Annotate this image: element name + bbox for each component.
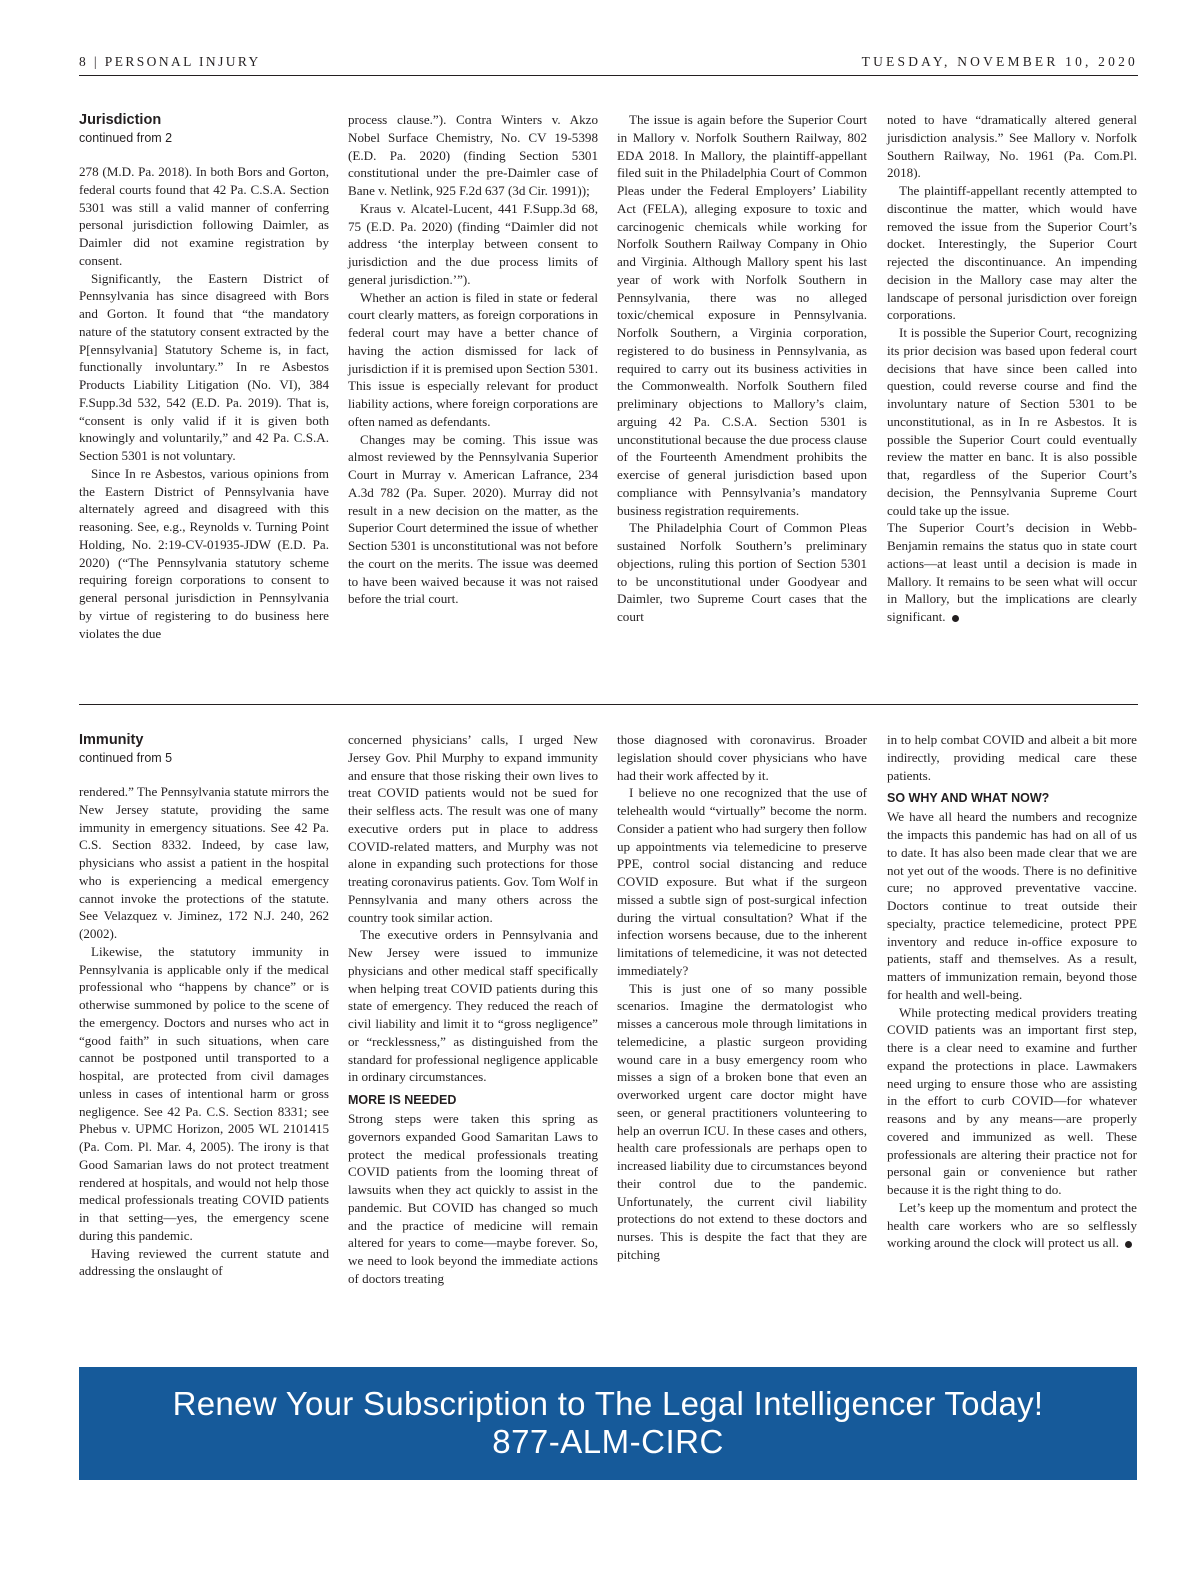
immunity-column-1 xyxy=(79,731,329,1351)
subhead-so-why-and-what-now: SO WHY AND WHAT NOW? xyxy=(887,791,1050,806)
paragraph: The executive orders in Pennsylvania and New Jersey were issued to immunize physicians and other medical staff specifically when helping treat COVID patients during this state of emergency. They reduced the reach of civil liability and limit it to “gross negligence” or “recklessness,” as distinguished from the standard for professional negligence applicable in ordinary circumstances. xyxy=(348,927,598,1085)
end-of-article-icon xyxy=(952,615,959,622)
immunity-kicker: Immunity xyxy=(79,732,144,748)
jurisdiction-continued: continued from 2 xyxy=(79,131,173,145)
page-section-label: 8 | PERSONAL INJURY xyxy=(79,54,261,69)
jurisdiction-column-4 xyxy=(887,111,1137,691)
paragraph: process clause.”). Contra Winters v. Akzo Nobel Surface Chemistry, No. CV 19-5398 (E.D. Pa. 2020) (finding Section 5301 constitutional under the pre-Daimler case of Bane v. Netlink, 925 F.2d 637 (3d Cir. 1991)); xyxy=(348,112,598,198)
paragraph: Significantly, the Eastern District of Pennsylvania has since disagreed with Bors and Gorton. It found that “the mandatory nature of the statutory consent extracted by the P[ennsylvania] Statutory Scheme is, in fact, functionally involuntary.” In re Asbestos Products Liability Litigation (No. VI), 384 F.Supp.3d 532, 542 (E.D. Pa. 2019). That is, “consent is only valid if it is given both knowingly and voluntarily,” and 42 Pa. C.S.A. Section 5301 is not voluntary. xyxy=(79,270,329,463)
paragraph: While protecting medical providers treating COVID patients was an important first step, there is a clear need to examine and further expand the protections in place. Lawmakers need urging to ensure those who are assisting in the effort to curb COVID—for whatever reasons and by any means—are properly covered and immunized as well. These professionals are altering their practice not for personal gain or convenience but rather because it is the right thing to do. xyxy=(887,1004,1137,1197)
paragraph: Let’s keep up the momentum and protect the health care workers who are so selflessly working around the clock will protect us all. xyxy=(887,1199,1137,1251)
paragraph: Kraus v. Alcatel-Lucent, 441 F.Supp.3d 68, 75 (E.D. Pa. 2020) (finding “Daimler did not address ‘the interplay between consent to jurisdiction and the due process limits of general jurisdiction.’”). xyxy=(348,200,598,287)
immunity-continued: continued from 5 xyxy=(79,751,173,765)
paragraph: The issue is again before the Superior Court in Mallory v. Norfolk Southern Railway, 802 EDA 2018. In Mallory, the plaintiff-appellant filed suit in the Philadelphia Court of Common Pleas under the Federal Employers’ Liability Act (FELA), alleging exposure to toxic and carcinogenic chemicals while working for Norfolk Southern Railway Company in Ohio and Virginia. Although Mallory spent his last year of work with Norfolk Southern in Pennsylvania, there was no alleged toxic/chemical exposure in Pennsylvania. Norfolk Southern, a Virginia corporation, registered to do business in Pennsylvania, as required to carry out its business activities in the Commonwealth. Norfolk Southern filed preliminary objections to Mallory’s claim, arguing 42 Pa. C.S.A. Section 5301 is unconstitutional because the due process clause of the Fourteenth Amendment prohibits the exercise of general jurisdiction based upon compliance with Pennsylvania’s mandatory business registration requirements. xyxy=(617,112,867,518)
paragraph: The plaintiff-appellant recently attempted to discontinue the matter, which would have removed the issue from the Superior Court’s docket. Interestingly, the Superior Court rejected the discontinuance. An impending decision in the Mallory case may alter the landscape of personal jurisdiction over foreign corporations. xyxy=(887,183,1137,323)
immunity-column-4 xyxy=(887,731,1137,1351)
jurisdiction-kicker: Jurisdiction xyxy=(79,112,162,128)
paragraph: Strong steps were taken this spring as governors expanded Good Samaritan Laws to protect the medical professionals treating COVID patients from the looming threat of lawsuits when they act quickly to assist in the pandemic. But COVID has changed so much and the practice of medicine will remain altered for years to come—maybe forever. So, we need to look beyond the immediate actions of doctors treating xyxy=(348,1111,598,1286)
paragraph: concerned physicians’ calls, I urged New Jersey Gov. Phil Murphy to expand immunity and ensure that those risking their own lives to treat COVID patients would not be sued for their selfless acts. The result was one of many executive orders put in place to address COVID-related matters, and Murphy was not alone in expanding such protections for those treating coronavirus patients. Gov. Tom Wolf in Pennsylvania and many others across the country took similar action. xyxy=(348,732,598,925)
paragraph: Having reviewed the current statute and addressing the onslaught of xyxy=(79,1245,329,1279)
paragraph: This is just one of so many possible scenarios. Imagine the dermatologist who misses a cancerous mole through limitations in telemedicine, a plastic surgeon providing wound care in a busy emergency room who misses a sign of a broken bone that even an overworked urgent care doctor might have seen, or general practitioners volunteering to help an overrun ICU. In these cases and others, health care professionals are perhaps open to increased liability due to circumstances beyond their control due to the pandemic. Unfortunately, the current civil liability protections do not extend to these doctors and nurses. This is despite the fact that they are pitching xyxy=(617,980,867,1262)
paragraph: Changes may be coming. This issue was almost reviewed by the Pennsylvania Superior Court in Murray v. American Lafrance, 234 A.3d 782 (Pa. Super. 2020). Murray did not result in a new decision on the matter, as the Superior Court determined the issue of whether Section 5301 is unconstitutional was not before the court on the merits. The issue was deemed to have been waived because it was not raised before the trial court. xyxy=(348,431,598,607)
subhead-more-is-needed: MORE IS NEEDED xyxy=(348,1093,457,1107)
paragraph: It is possible the Superior Court, recognizing its prior decision was based upon federal court decisions that have since been called into question, could reverse course and find the involuntary nature of Section 5301 to be unconstitutional, as in In re Asbestos. It is possible the Superior Court could eventually review the matter en banc. It is also possible that, regardless of the Superior Court’s decision, the Pennsylvania Supreme Court could take up the issue. xyxy=(887,325,1137,518)
jurisdiction-column-2 xyxy=(348,111,598,691)
paragraph: rendered.” The Pennsylvania statute mirrors the New Jersey statute, providing the same immunity in emergency situations. See 42 Pa. C.S. Section 8332. Indeed, by case law, physicians who assist a patient in the hospital who is experiencing a medical emergency cannot invoke the protections of the statute. See Velazquez v. Jiminez, 172 N.J. 240, 262 (2002). xyxy=(79,784,329,941)
banner-headline: Renew Your Subscription to The Legal Intelligencer Today! xyxy=(172,1385,1044,1422)
subscription-banner[interactable] xyxy=(79,1367,1137,1480)
paragraph: Since In re Asbestos, various opinions from the Eastern District of Pennsylvania have alternately agreed and disagreed with this reasoning. See, e.g., Reynolds v. Turning Point Holding, No. 2:19-CV-01935-JDW (E.D. Pa. 2020) (“The Pennsylvania statutory scheme requiring foreign corporations to consent to general personal jurisdiction in Pennsylvania by virtue of registering to do business here violates the due xyxy=(79,465,329,641)
immunity-column-3 xyxy=(617,731,867,1351)
paragraph: those diagnosed with coronavirus. Broader legislation should cover physicians who have had their work affected by it. xyxy=(617,732,867,783)
paragraph: The Superior Court’s decision in Webb-Benjamin remains the status quo in state court actions—at least until a decision is made in Mallory. It remains to be seen what will occur in Mallory, but the implications are clearly significant. xyxy=(887,520,1137,624)
paragraph: I believe no one recognized that the use of telehealth would “virtually” become the norm. Consider a patient who had surgery then follow up appointments via telemedicine to preserve PPE, control social distancing and reduce COVID exposure. But what if the surgeon missed a subtle sign of post-surgical infection during the virtual consultation? What if the infection worsens because, due to the inherent limitations of telemedicine, it was not detected immediately? xyxy=(617,785,867,978)
paragraph: in to help combat COVID and albeit a bit more indirectly, providing medical care these patients. xyxy=(887,732,1137,783)
section-divider xyxy=(79,704,1138,705)
paragraph: Likewise, the statutory immunity in Pennsylvania is applicable only if the medical professional who “happens by chance” or is otherwise summoned by police to the scene of the emergency. Doctors and nurses who act in “good faith” in such situations, when care cannot be postponed until transported to a hospital, are protected from civil damages unless in cases of intentional harm or gross negligence. See 42 Pa. C.S. Section 8331; see Phebus v. UPMC Horizon, 2005 WL 2101415 (Pa. Com. Pl. Mar. 4, 2005). The irony is that Good Samarian laws do not protect treatment rendered at hospitals, and would not help those medical professionals treating COVID patients in that setting—yes, the emergency scene during this pandemic. xyxy=(79,943,329,1243)
jurisdiction-column-1 xyxy=(79,111,329,691)
paragraph: We have all heard the numbers and recognize the impacts this pandemic has had on all of us to date. It has also been made clear that we are not yet out of the woods. There is no definitive cure; no approved preventative vaccine. Doctors continue to treat outside their specialty, practice telemedicine, protect PPE inventory and reduce in-office exposure to patients, staff and themselves. As a result, matters of immunization remain, beyond those for health and well-being. xyxy=(887,809,1137,1002)
paragraph: 278 (M.D. Pa. 2018). In both Bors and Gorton, federal courts found that 42 Pa. C.S.A. Section 5301 was still a valid manner of conferring personal jurisdiction following Daimler, as Daimler did not examine registration by consent. xyxy=(79,164,329,268)
issue-date: TUESDAY, NOVEMBER 10, 2020 xyxy=(861,54,1138,69)
immunity-column-2 xyxy=(348,731,598,1351)
jurisdiction-column-3 xyxy=(617,111,867,691)
header-rule xyxy=(79,75,1138,76)
end-of-article-icon xyxy=(1125,1241,1132,1248)
page-header xyxy=(79,54,1138,74)
paragraph: Whether an action is filed in state or federal court clearly matters, as foreign corporations in federal court may have a better chance of having the action dismissed for lack of jurisdiction if it is premised upon Section 5301. This issue is especially relevant for product liability actions, where foreign corporations are often named as defendants. xyxy=(348,289,598,429)
banner-phone: 877-ALM-CIRC xyxy=(492,1423,724,1460)
paragraph: The Philadelphia Court of Common Pleas sustained Norfolk Southern’s preliminary objections, ruling this portion of Section 5301 to be unconstitutional under Goodyear and Daimler, two Supreme Court cases that the court xyxy=(617,520,867,624)
paragraph: noted to have “dramatically altered general jurisdiction analysis.” See Mallory v. Norfolk Southern Railway, No. 1961 (Pa. Com.Pl. 2018). xyxy=(887,112,1137,181)
